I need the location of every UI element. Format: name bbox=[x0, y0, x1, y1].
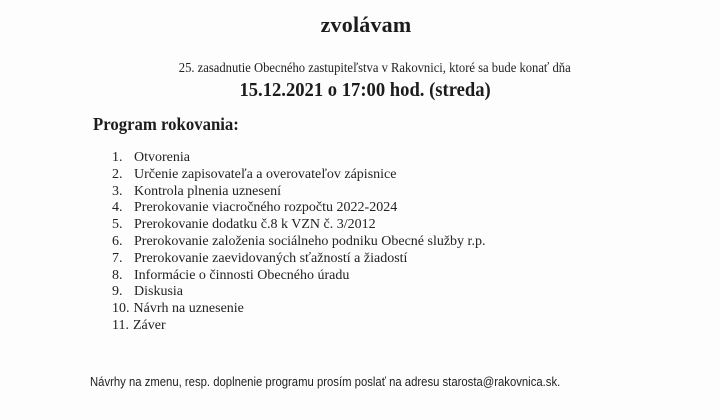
meeting-intro bbox=[0, 61, 720, 77]
agenda-item-text: Otvorenia bbox=[134, 150, 190, 165]
agenda-item-text: Určenie zapisovateľa a overovateľov zápisnice bbox=[134, 166, 397, 182]
agenda-item bbox=[112, 167, 485, 184]
agenda-item-number: 4. bbox=[112, 200, 123, 216]
agenda-item-number: 5. bbox=[112, 217, 123, 233]
agenda-item bbox=[112, 318, 485, 335]
agenda-item bbox=[112, 200, 485, 217]
agenda-item-text: Prerokovanie založenia sociálneho podniku Obecné služby r.p. bbox=[134, 233, 486, 249]
agenda-item-number: 3. bbox=[112, 183, 123, 199]
agenda-item-number: 7. bbox=[112, 250, 123, 266]
document-title: zvolávam bbox=[320, 12, 412, 37]
agenda-list bbox=[112, 150, 485, 335]
agenda-item-text: Prerokovanie viacročného rozpočtu 2022-2024 bbox=[134, 200, 398, 216]
agenda-item bbox=[112, 301, 485, 318]
meeting-date bbox=[0, 79, 720, 102]
agenda-item-text: Kontrola plnenia uznesení bbox=[134, 183, 281, 199]
agenda-item-text: Prerokovanie dodatku č.8 k VZN č. 3/2012 bbox=[134, 217, 376, 233]
agenda-item bbox=[112, 150, 485, 167]
meeting-date-text: 15.12.2021 o 17:00 hod. (streda) bbox=[239, 79, 491, 101]
meeting-intro-text: 25. zasadnutie Obecného zastupiteľstva v Rakovnici, ktoré sa bude konať dňa bbox=[179, 61, 571, 76]
agenda-item-number: 10. bbox=[112, 301, 130, 317]
agenda-item-text: Informácie o činnosti Obecného úradu bbox=[134, 267, 350, 283]
agenda-item-text: Prerokovanie zaevidovaných sťažností a žiadostí bbox=[134, 250, 408, 266]
agenda-item-text: Návrh na uznesenie bbox=[133, 301, 244, 317]
agenda-item bbox=[112, 284, 485, 301]
agenda-item-number: 6. bbox=[112, 233, 123, 249]
program-heading: Program rokovania: bbox=[93, 114, 239, 134]
agenda-item bbox=[112, 251, 485, 268]
agenda-item bbox=[112, 184, 485, 201]
agenda-item-number: 2. bbox=[112, 166, 123, 182]
agenda-item bbox=[112, 268, 485, 285]
agenda-item bbox=[112, 217, 485, 234]
agenda-item bbox=[112, 234, 485, 251]
agenda-item-number: 8. bbox=[112, 267, 123, 283]
agenda-item-text: Záver bbox=[132, 317, 166, 333]
footer-note: Návrhy na zmenu, resp. doplnenie programu prosím poslať na adresu starosta@rakovnica.sk. bbox=[90, 374, 561, 389]
agenda-item-text: Diskusia bbox=[134, 284, 183, 300]
agenda-item-number: 1. bbox=[112, 150, 123, 165]
agenda-item-number: 9. bbox=[112, 284, 123, 300]
agenda-item-number: 11. bbox=[112, 317, 129, 333]
